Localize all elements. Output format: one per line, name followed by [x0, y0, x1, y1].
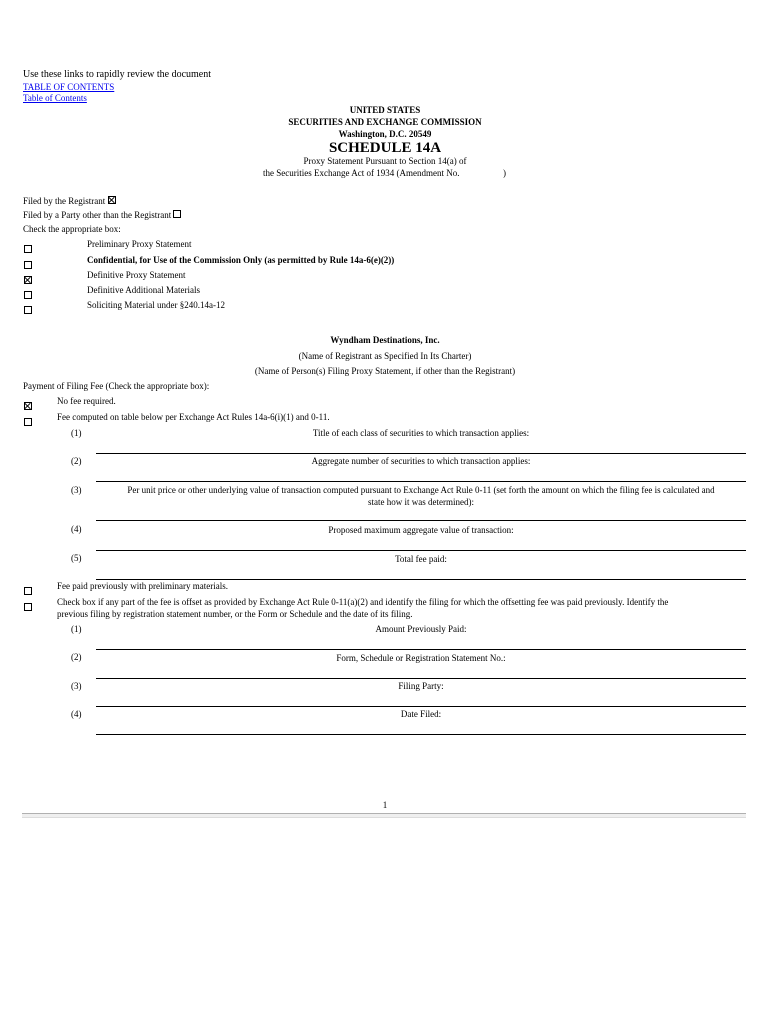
fee-item-input-line[interactable]: [96, 579, 746, 580]
fee-item-label-continued: state how it was determined):: [368, 497, 474, 507]
fee-item-label: Aggregate number of securities to which transaction applies:: [311, 456, 531, 466]
toc-link-upper[interactable]: TABLE OF CONTENTS: [23, 82, 115, 92]
option-soliciting-checkbox[interactable]: [24, 301, 32, 319]
fee-item-number: (4): [71, 524, 82, 534]
fee-item-input-line[interactable]: [96, 550, 746, 551]
fee-computed-label: Fee computed on table below per Exchange Act Rules 14a-6(i)(1) and 0-11.: [57, 412, 330, 422]
offset-item-number: (2): [71, 652, 82, 662]
offset-item-number: (4): [71, 709, 82, 719]
fee-item-label: Title of each class of securities to which transaction applies:: [312, 428, 530, 438]
fee-computed-checkbox[interactable]: [24, 413, 32, 431]
fee-item-label: Proposed maximum aggregate value of transaction:: [328, 525, 514, 535]
filed-by-other: [23, 210, 181, 221]
empty-box-icon: [24, 245, 32, 253]
proxy-subtitle-1: Proxy Statement Pursuant to Section 14(a) of: [303, 156, 467, 166]
offset-item-input-line[interactable]: [96, 734, 746, 735]
fee-item-label: Per unit price or other underlying value of transaction computed pursuant to Exchange Act Rule 0-11 (set forth the amount on which the filing fee is calculated and: [127, 485, 715, 495]
fee-item-input-line[interactable]: [96, 481, 746, 482]
filed-by-other-label: Filed by a Party other than the Registrant: [23, 210, 172, 220]
checked-box-icon: [24, 276, 32, 284]
fee-item-number: (1): [71, 428, 82, 438]
toc-link[interactable]: Table of Contents: [23, 93, 87, 103]
option-soliciting-label: Soliciting Material under §240.14a-12: [87, 300, 225, 310]
registrant-name-caption: (Name of Registrant as Specified In Its Charter): [298, 351, 472, 361]
filed-by-registrant-checkbox[interactable]: [108, 196, 116, 204]
header-united-states: UNITED STATES: [349, 105, 421, 115]
offset-item-label: Filing Party:: [398, 681, 444, 691]
offset-item-number: (3): [71, 681, 82, 691]
fee-item-number: (2): [71, 456, 82, 466]
checked-box-icon: [24, 402, 32, 410]
empty-box-icon: [24, 261, 32, 269]
empty-box-icon: [24, 291, 32, 299]
header-washington: Washington, D.C. 20549: [338, 129, 432, 139]
option-additional-label: Definitive Additional Materials: [87, 285, 200, 295]
empty-box-icon: [24, 418, 32, 426]
empty-box-icon: [24, 603, 32, 611]
no-fee-label: No fee required.: [57, 396, 116, 406]
filed-by-registrant-label: Filed by the Registrant: [23, 196, 106, 206]
payment-heading: Payment of Filing Fee (Check the appropriate box):: [23, 381, 210, 391]
amendment-close-paren: ): [503, 168, 506, 178]
offset-label-line1: Check box if any part of the fee is offset as provided by Exchange Act Rule 0-11(a)(2) and identify the filing for which the offsetting fee was paid previously. Identify the: [57, 597, 669, 607]
fee-item-number: (3): [71, 485, 82, 495]
offset-item-input-line[interactable]: [96, 706, 746, 707]
fee-item-label: Total fee paid:: [395, 554, 447, 564]
filed-by-other-checkbox[interactable]: [173, 210, 181, 218]
offset-item-input-line[interactable]: [96, 678, 746, 679]
offset-item-label: Date Filed:: [400, 709, 442, 719]
page-number: 1: [382, 800, 388, 810]
fee-item-input-line[interactable]: [96, 520, 746, 521]
option-confidential-label: Confidential, for Use of the Commission Only (as permitted by Rule 14a-6(e)(2)): [87, 255, 395, 265]
proxy-subtitle-2: the Securities Exchange Act of 1934 (Amendment No.: [263, 168, 460, 178]
offset-item-label: Amount Previously Paid:: [375, 624, 467, 634]
offset-label-line2: previous filing by registration statement number, or the Form or Schedule and the date of its filing.: [57, 609, 413, 619]
paid-previously-label: Fee paid previously with preliminary materials.: [57, 581, 228, 591]
offset-item-label: Form, Schedule or Registration Statement No.:: [336, 653, 506, 663]
offset-checkbox[interactable]: [24, 598, 32, 616]
option-definitive-label: Definitive Proxy Statement: [87, 270, 186, 280]
filed-by-registrant: [23, 196, 116, 207]
filer-name-caption: (Name of Person(s) Filing Proxy Statement, if other than the Registrant): [254, 366, 516, 376]
registrant-name: Wyndham Destinations, Inc.: [330, 335, 440, 345]
option-preliminary-label: Preliminary Proxy Statement: [87, 239, 192, 249]
offset-item-number: (1): [71, 624, 82, 634]
intro-text: Use these links to rapidly review the document: [23, 69, 212, 80]
fee-item-input-line[interactable]: [96, 453, 746, 454]
page-divider: [22, 813, 746, 818]
empty-box-icon: [24, 587, 32, 595]
fee-item-number: (5): [71, 553, 82, 563]
check-appropriate-box: Check the appropriate box:: [23, 224, 121, 234]
empty-box-icon: [24, 306, 32, 314]
header-sec: SECURITIES AND EXCHANGE COMMISSION: [288, 117, 482, 127]
offset-item-input-line[interactable]: [96, 649, 746, 650]
schedule-title: SCHEDULE 14A: [328, 140, 442, 156]
